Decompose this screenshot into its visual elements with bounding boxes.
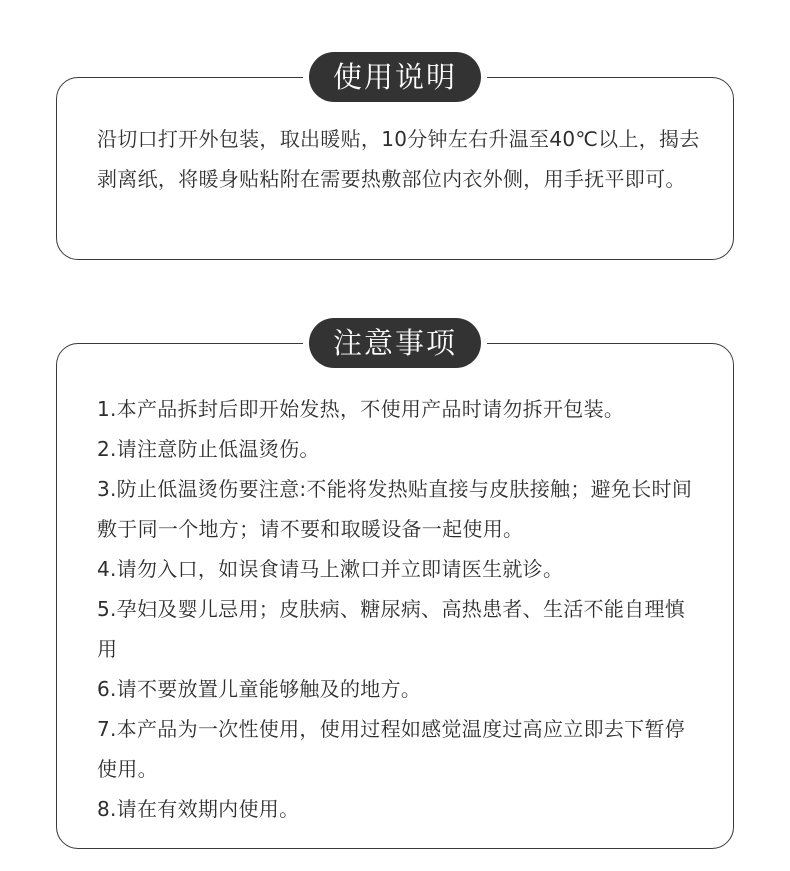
note-item-2: 2.请注意防止低温烫伤。 (97, 437, 320, 461)
note-item-7: 7.本产品为一次性使用，使用过程如感觉温度过高应立即去下暂停使用。 (97, 717, 686, 781)
note-item-4: 4.请勿入口，如误食请马上漱口并立即请医生就诊。 (97, 557, 564, 581)
note-item-5: 5.孕妇及婴儿忌用；皮肤病、糖尿病、高热患者、生活不能自理慎用 (97, 597, 686, 661)
usage-text: 沿切口打开外包装，取出暖贴，10分钟左右升温至40℃以上，揭去剥离纸，将暖身贴粘附在需要热敷部位内衣外侧，用手抚平即可。 (97, 127, 700, 191)
notes-title: 注意事项 (309, 318, 481, 368)
note-item-6: 6.请不要放置儿童能够触及的地方。 (97, 677, 422, 701)
note-item-1: 1.本产品拆封后即开始发热，不使用产品时请勿拆开包装。 (97, 397, 625, 421)
usage-section (56, 60, 734, 260)
notes-list (97, 389, 703, 829)
note-item-3: 3.防止低温烫伤要注意:不能将发热贴直接与皮肤接触；避免长时间敷于同一个地方；请不要和取暖设备一起使用。 (97, 477, 693, 541)
usage-title: 使用说明 (309, 52, 481, 102)
note-item-8: 8.请在有效期内使用。 (97, 797, 300, 821)
notes-section (56, 326, 734, 849)
